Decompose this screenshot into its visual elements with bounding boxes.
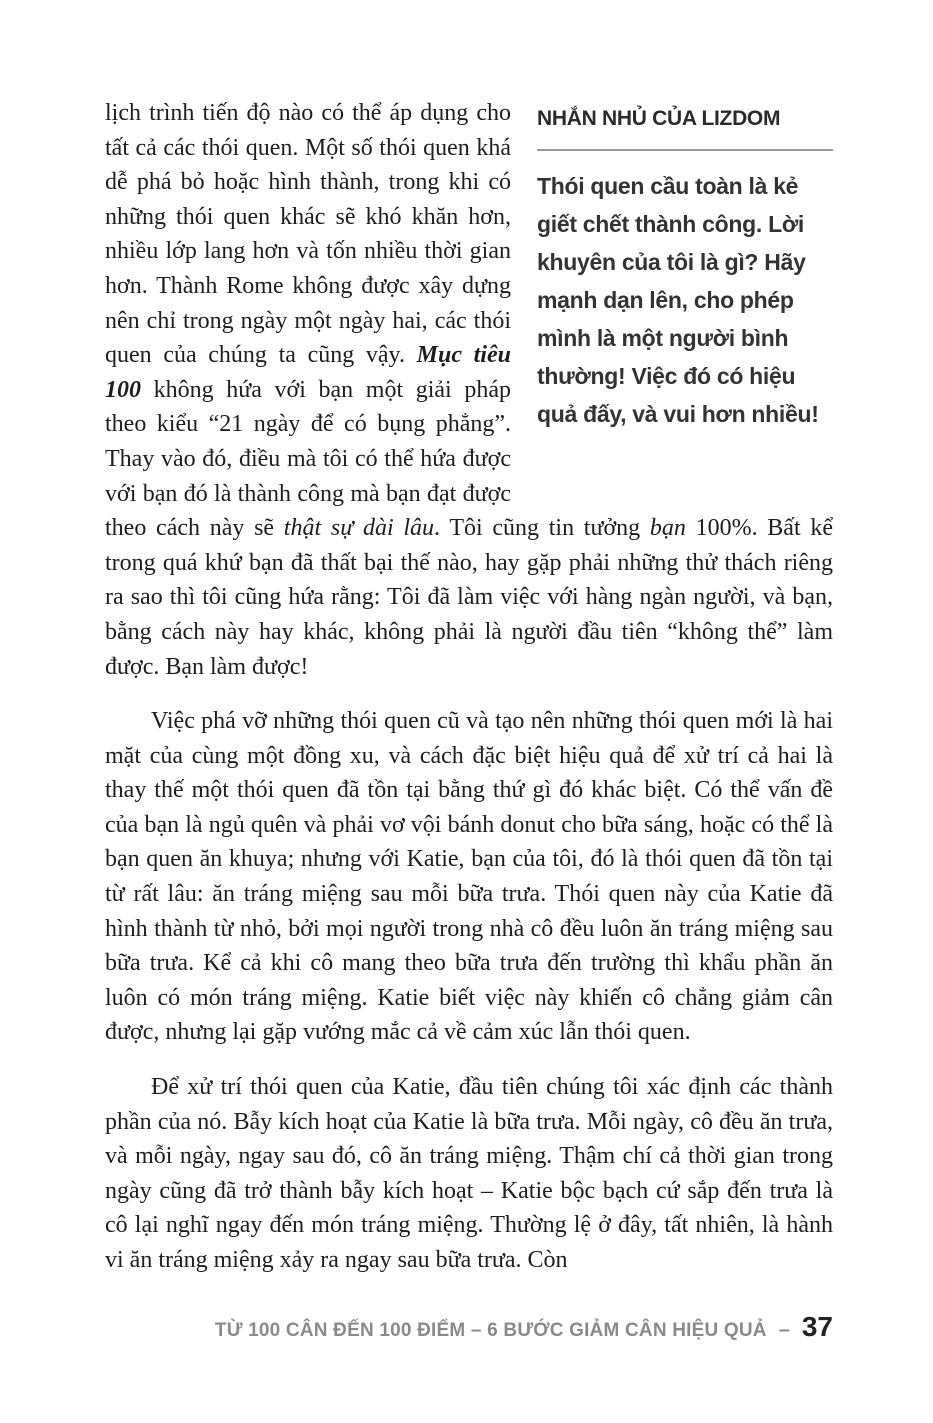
paragraph-1-bold-italic: Mục tiêu 100	[105, 342, 511, 403]
paragraph-1-text: . Tôi cũng tin tưởng	[434, 515, 650, 542]
footer-separator-dash: –	[778, 1319, 790, 1341]
paragraph-1-text: 100%. Bất kể trong quá khứ bạn đã thất bại thế nào, hay gặp phải những thử thách riêng ra sao thì tôi cũng hứa rằng: Tôi đã làm việc với hàng ngàn người, và bạn, bằng cách này hay khác, không phải là người đầu tiên “không thể” làm được. Bạn làm được!	[105, 515, 833, 680]
paragraph-1-text: lịch trình tiến độ nào có thể áp dụng cho tất cả các thói quen. Một số thói quen khá dễ phá bỏ hoặc hình thành, trong khi có những thói quen khác sẽ khó khăn hơn, nhiều lớp lang hơn và tốn nhiều thời gian hơn. Thành Rome không được xây dựng nên chỉ trong ngày một ngày hai, các thói quen của chúng ta cũng vậy.	[105, 100, 511, 369]
paragraph-1-italic: bạn	[649, 515, 686, 542]
callout-body: Thói quen cầu toàn là kẻ giết chết thành công. Lời khuyên của tôi là gì? Hãy mạnh dạn lên, cho phép mình là một người bình thường! Việc đó có hiệu quả đấy, và vui hơn nhiều!	[537, 172, 819, 427]
page-content	[105, 96, 833, 1298]
paragraph-3: Để xử trí thói quen của Katie, đầu tiên chúng tôi xác định các thành phần của nó. Bẫy kích hoạt của Katie là bữa trưa. Mỗi ngày, cô đều ăn trưa, và mỗi ngày, ngay sau đó, cô ăn tráng miệng. Thậm chí cả thời gian trong ngày cũng đã trở thành bẫy kích hoạt – Katie bộc bạch cứ sắp đến trưa là cô lại nghĩ ngay đến món tráng miệng. Thường lệ ở đây, tất nhiên, là hành vi ăn tráng miệng xảy ra ngay sau bữa trưa. Còn	[105, 1074, 833, 1273]
paragraph-1-italic: thật sự dài lâu	[283, 515, 435, 542]
lizdom-callout-box	[537, 96, 833, 433]
footer-running-title: TỪ 100 CÂN ĐẾN 100 ĐIỂM – 6 BƯỚC GIẢM CÂN HIỆU QUẢ	[214, 1320, 767, 1341]
footer-page-number: 37	[801, 1311, 833, 1342]
paragraph-2: Việc phá vỡ những thói quen cũ và tạo nên những thói quen mới là hai mặt của cùng một đồng xu, và cách đặc biệt hiệu quả để xử trí cả hai là thay thế một thói quen đã tồn tại bằng thứ gì đó khác biệt. Có thể vấn đề của bạn là ngủ quên và phải vơ vội bánh donut cho bữa sáng, hoặc có thể là bạn quen ăn khuya; nhưng với Katie, bạn của tôi, đó là thói quen đã tồn tại từ rất lâu: ăn tráng miệng sau mỗi bữa trưa. Thói quen này của Katie đã hình thành từ nhỏ, bởi mọi người trong nhà cô đều luôn ăn tráng miệng sau bữa trưa. Kể cả khi cô mang theo bữa trưa đến trường thì khẩu phần ăn luôn có món tráng miệng. Katie biết việc này khiến cô chẳng giảm cân được, nhưng lại gặp vướng mắc cả về cảm xúc lẫn thói quen.	[105, 708, 833, 1046]
page-footer	[215, 1311, 833, 1343]
callout-title: NHẮN NHỦ CỦA LIZDOM	[537, 102, 833, 151]
paragraph-1-text: không hứa với bạn một giải pháp theo kiểu “21 ngày để có bụng phẳng”. Thay vào đó, điều mà tôi có thể hứa được với bạn đó là thành công mà bạn đạt được theo cách này sẽ	[105, 376, 511, 542]
